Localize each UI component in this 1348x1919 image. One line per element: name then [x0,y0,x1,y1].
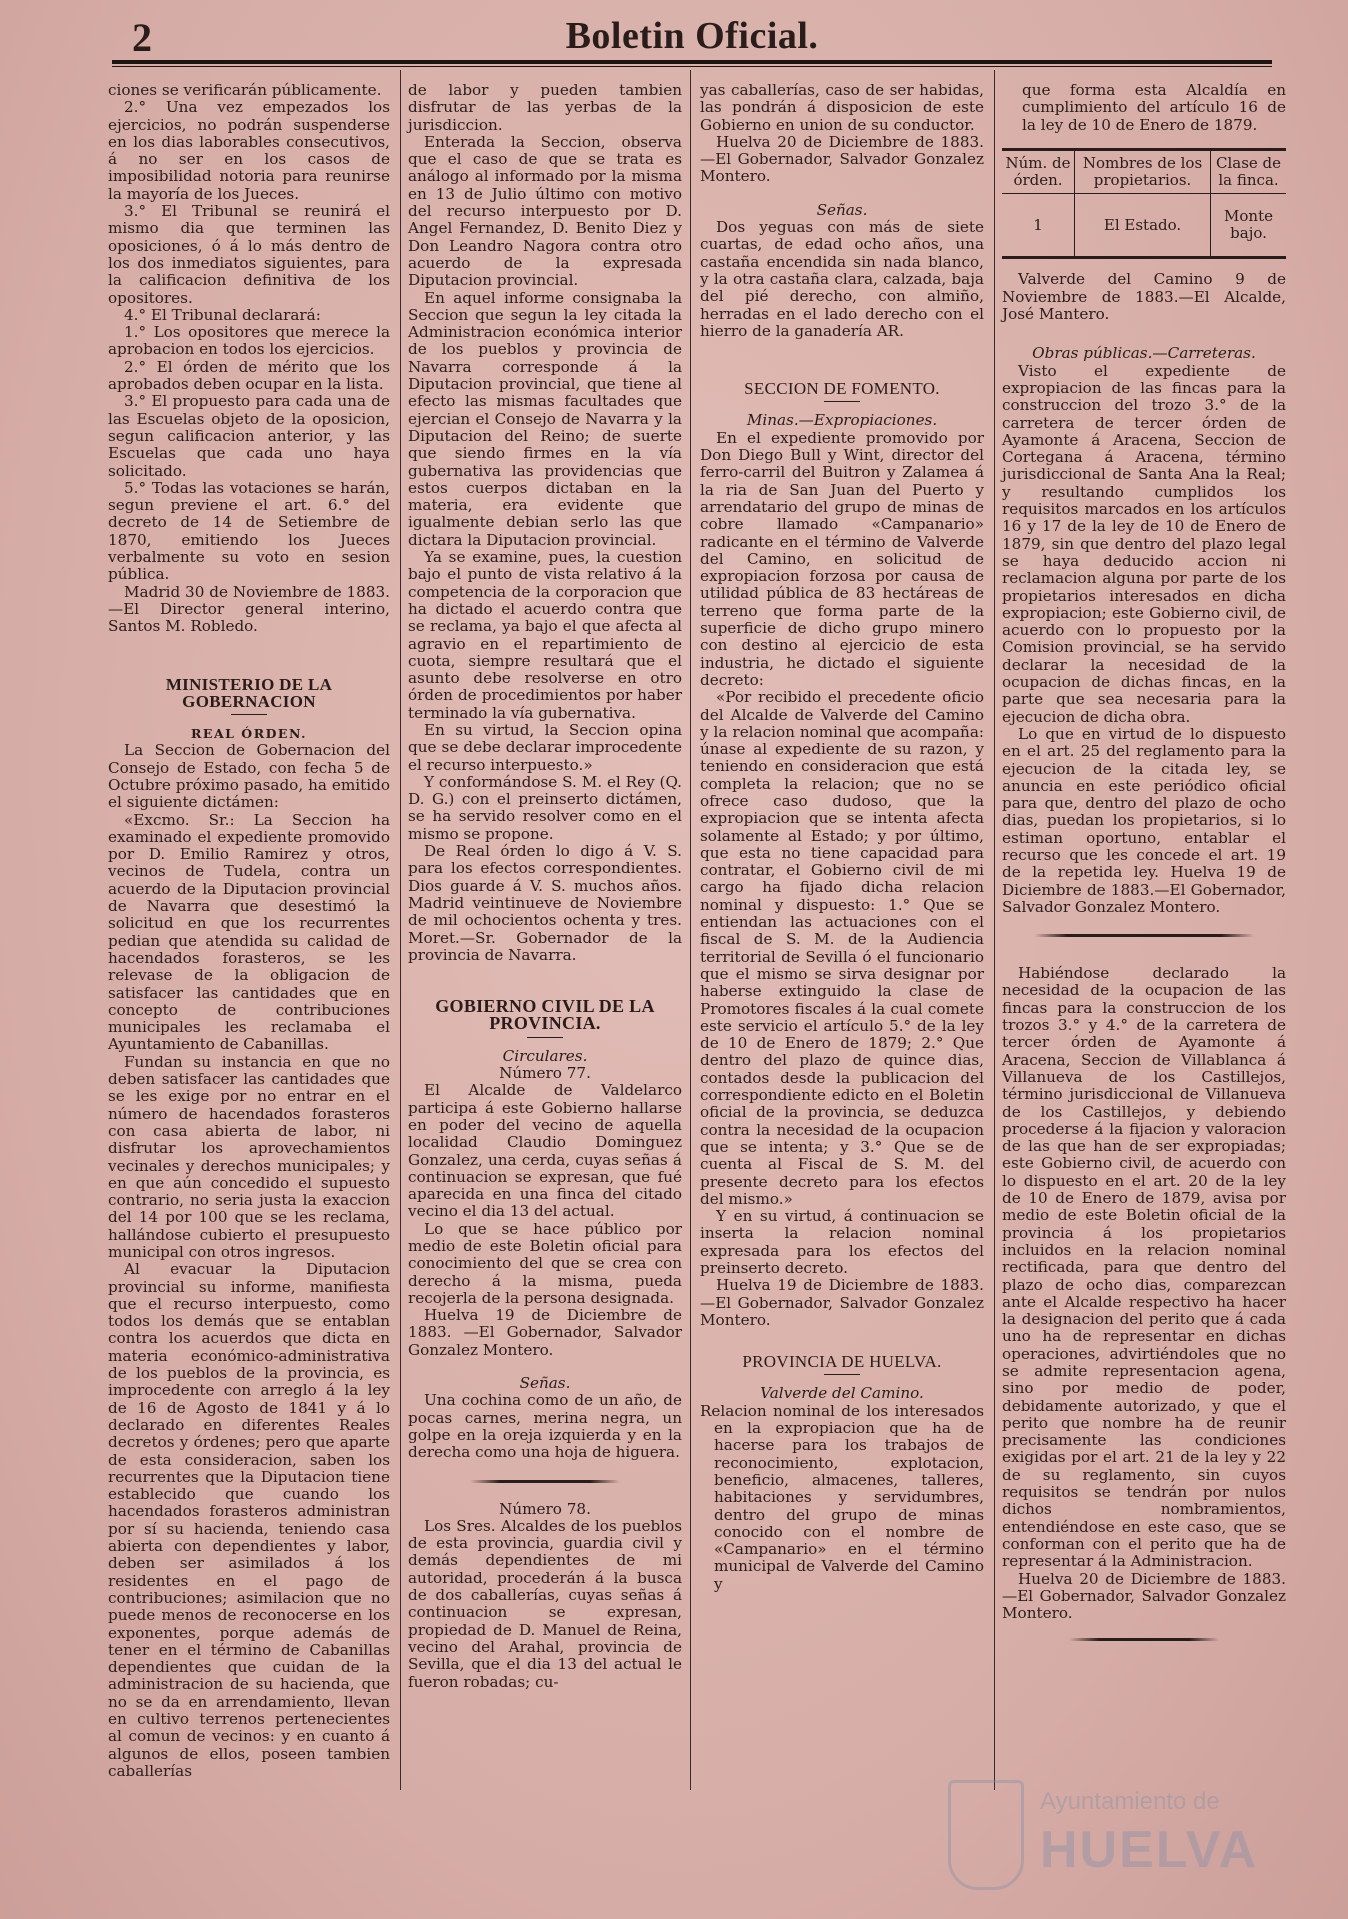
property-table [1002,148,1286,260]
paragraph: Habiéndose declarado la necesidad de la ocupacion de las fincas para la construccion de los trozos 3.° y 4.° de la carretera de tercer órden de Ayamonte á Aracena, Seccion de Villablanca á Villanueva de los Castillejos, término jurisdiccional de Villanueva de los Castillejos, y debiendo procederse á la fijacion y valoracion de las que han de ser expropiadas; este Gobierno civil, de acuerdo con lo dispuesto en el art. 20 de la ley de 10 de Enero de 1879, avisa por medio de este Boletin oficial de la provincia á los propietarios incluidos en la relacion nominal rectificada, para que dentro del plazo de ocho dias, comparezcan ante el Alcalde respectivo ha hacer la designacion del perito que á cada uno ha de representar en dichas operaciones, advirtiéndoles que no se admite representacion agena, sino por medio de poder, debidamente autorizado, y que el perito que nombre ha de reunir precisamente las condiciones exigidas por el art. 21 de la ley y 22 de su reglamento, sin cuyos requisitos se tendrán por nulos dichos nombramientos, entendiéndose en este caso, que se conforman con el perito que ha de representar á la Administracion. [1002,964,1286,1571]
watermark-line-1: Ayuntamiento de [1040,1788,1220,1815]
subsection-title: Señas. [816,200,868,219]
paragraph: 2.° El órden de mérito que los aprobados deben ocupar en la lista. [108,357,390,394]
column-divider [400,70,401,1790]
notice-number: Número 77. [499,1064,591,1083]
paragraph: Fundan su instancia en que no deben satisfacer las cantidades que se les exige por no entrar en el número de hacendados forasteros con casa abierta de labor, ni disfrutar los aprovechamientos vecinales y derechos municipales; y en que aún concedido el supuesto contrario, no seria justa la exaccion del 14 por 100 que se les reclama, hallándose cubierto el presupuesto municipal con otros ingresos. [108,1052,390,1261]
paragraph: de labor y pueden tambien disfrutar de las yerbas de la jurisdiccion. [408,81,682,134]
divider [470,1480,620,1483]
paragraph: Al evacuar la Diputacion provincial su informe, manifiesta que el recurso interpuesto, como todos los demás que se entablan contra los acuerdos que dicta en materia económico-administrativa de los pueblos de la provincia, es improcedente con arreglo á la ley de 16 de Agosto de 1841 y á lo declarado en diferentes Reales decretos y órdenes; pero que aparte de esta consideracion, saben los recurrentes que la Diputacion tiene establecido que cuando los hacendados forasteros administran por sí su hacienda, teniendo casa abierta con dependientes y labor, deben ser asimilados á los residentes en el pago de contribuciones; asimilacion que no puede menos de reconocerse en los exponentes, porque además de tener en el término de Cabanillas dependientes que cuidan de la administracion de su hacienda, que no se da en arrendamiento, llevan en cultivo terrenos pertenecientes al comun de vecinos: y en cuanto á algunos de ellos, poseen tambien caballerías [108,1260,390,1780]
paragraph: De Real órden lo digo á V. S. para los efectos correspondientes. Dios guarde á V. S. muchos años. Madrid veintinueve de Noviembre de mil ochocientos ochenta y tres. Moret.—Sr. Gobernador de la provincia de Navarra. [408,842,682,964]
notice-number: Número 78. [499,1499,591,1518]
divider [1069,1638,1219,1641]
section-title: PROVINCIA DE HUELVA. [742,1352,942,1372]
signature: Huelva 19 de Diciembre de 1883. —El Gobernador, Salvador Gonzalez Montero. [700,1276,984,1329]
paragraph: Los Sres. Alcaldes de los pueblos de esta provincia, guardia civil y demás dependientes de mi autoridad, procederán á la busca de dos caballerías, cuyas señas á continuacion se expresan, propiedad de D. Manuel de Reina, vecino del Arahal, provincia de Sevilla, que el dia 13 del actual le fueron robadas; cu- [408,1516,682,1691]
subsection-title: Circulares. [502,1046,588,1065]
subsection-title: REAL ÓRDEN. [191,726,307,742]
header-rule-thin [112,66,1272,67]
signature: Valverde del Camino 9 de Noviembre de 1883.—El Alcalde, José Mantero. [1002,270,1286,324]
paragraph: que forma esta Alcaldía en cumplimiento del artículo 16 de la ley de 10 de Enero de 1879. [1022,81,1286,134]
subsection-title: Señas. [519,1374,571,1393]
paragraph: Visto el expediente de expropiacion de las fincas para la construccion del trozo 3.° de la carretera de tercer órden de Ayamonte á Aracena, Seccion de Cortegana á Aracena, término jurisdiccional de Santa Ana la Real; y resultando cumplidos los requisitos marcados en los artículos 16 y 17 de la ley de 10 de Enero de 1879, sin que dentro del plazo legal se haya deducido accion ni reclamacion alguna por parte de los propietarios interesados en dicha expropiacion; este Gobierno civil, de acuerdo con lo propuesto por la Comision provincial, se ha servido declarar la necesidad de la ocupacion de dichas fincas, en la parte que sea necesaria para la ejecucion de dicha obra. [1002,361,1286,726]
paragraph: Relacion nominal de los interesados en la expropiacion que ha de hacerse para los trabajos de reconocimiento, explotacion, beneficio, almacenes, talleres, habitaciones y servidumbres, dentro del grupo de minas conocido con el nombre de «Campanario» en el término municipal de Valverde del Camino y [700,1401,984,1593]
paragraph: En aquel informe consignaba la Seccion que segun la ley citada la Administracion económica interior de los pueblos y provincia de Navarra corresponde á la Diputacion provincial, que tiene al efecto las mismas facultades que ejercian el Consejo de Navarra y la Diputacion del Reino; de suerte que siendo firmes en la vía gubernativa las providencias que estos cuerpos dictaban en la materia, era evidente que igualmente debian serlo las que dictara la Diputacion provincial. [408,288,682,549]
section-title: MINISTERIO DE LA GOBERNACION [165,674,333,711]
table-cell: El Estado. [1074,193,1210,258]
coat-of-arms-icon [948,1780,1024,1890]
table-header: Clase de la finca. [1211,149,1286,193]
divider [231,714,267,715]
signature: Huelva 19 de Diciembre de 1883. —El Gobernador, Salvador Gonzalez Montero. [408,1306,682,1359]
subsection-title: Valverde del Camino. [760,1384,924,1403]
column-2 [408,82,682,1691]
column-1 [108,82,390,1780]
paragraph: Dos yeguas con más de siete cuartas, de edad ocho años, una castaña encendida sin nada blanco, y la otra castaña clara, calzada, baja del pié derecho, con almiño, herradas en el lado derecho con el hierro de la ganadería AR. [700,218,984,340]
column-3 [700,82,984,1593]
paragraph: «Por recibido el precedente oficio del Alcalde de Valverde del Camino y la relacion nominal que acompaña: únase al expediente de su razon, y teniendo en consideracion que está completa la relacion; que no se ofrece caso dudoso, que la expropiacion que se intenta afecta solamente al Estado; y por último, que esta no tiene capacidad para contratar, el Gobierno civil de mi cargo ha fijado dicha relacion nominal y dispuesto: 1.° Que se entiendan las actuaciones con el fiscal de S. M. de la Audiencia territorial de Sevilla ó el funcionario que el mismo se sirva designar por haberse extinguido la clase de Promotores fiscales á la cual comete este servicio el artículo 5.° de la ley de 10 de Enero de 1879; 2.° Que dentro del plazo de quince dias, contados desde la publicacion del correspondiente edicto en el Boletin oficial de la provincia, se deduzca contra la necesidad de la ocupacion que se intenta; y 3.° Que se de cuenta al Fiscal de S. M. del presente decreto para los efectos del mismo.» [700,688,984,1208]
signature: Madrid 30 de Noviembre de 1883. —El Director general interino, Santos M. Robledo. [108,582,390,636]
table-header: Nombres de los propietarios. [1074,149,1210,193]
newspaper-title: Boletin Oficial. [565,15,819,57]
section-title: GOBIERNO CIVIL DE LA PROVINCIA. [435,996,655,1034]
paragraph: Lo que en virtud de lo dispuesto en el art. 25 del reglamento para la ejecucion de la citada ley, se anuncia en este periódico oficial para que, dentro del plazo de ocho dias, puedan los propietarios, si lo estiman oportuno, entablar el recurso que les concede el art. 19 de la repetida ley. Huelva 19 de Diciembre de 1883.—El Gobernador, Salvador Gonzalez Montero. [1002,724,1286,916]
paragraph: Y en su virtud, á continuacion se inserta la relacion nominal expresada para los efectos del preinserto decreto. [700,1207,984,1277]
column-4 [1002,82,1286,1659]
signature: Huelva 20 de Diciembre de 1883. —El Gobernador, Salvador Gonzalez Montero. [1002,1569,1286,1623]
column-divider [690,70,691,1790]
table-row [1002,193,1286,258]
paragraph: yas caballerías, caso de ser habidas, las pondrán á disposicion de este Gobierno en union de su conductor. [700,81,984,134]
paragraph: 2.° Una vez empezados los ejercicios, no podrán suspenderse en los dias laborables consecutivos, á no ser en los casos de imposibilidad notoria para reunirse la mayoría de los Jueces. [108,98,390,203]
table-cell: 1 [1002,193,1074,258]
watermark-line-2: HUELVA [1040,1821,1259,1879]
column-divider [994,70,995,1790]
paragraph: El Alcalde de Valdelarco participa á este Gobierno hallarse en poder del vecino de aquella localidad Claudio Dominguez Gonzalez, una cerda, cuyas señas á continuacion se expresan, que fué aparecida en una finca del citado vecino el dia 13 del actual. [408,1081,682,1221]
paragraph: ciones se verificarán públicamente. [108,81,382,99]
signature: Huelva 20 de Diciembre de 1883. —El Gobernador, Salvador Gonzalez Montero. [700,132,984,186]
paragraph: Una cochina como de un año, de pocas carnes, merina negra, un golpe en la oreja izquierda y en la derecha como una hoja de higuera. [408,1391,682,1462]
subsection-title: Obras públicas.—Carreteras. [1032,344,1256,363]
paragraph: Ya se examine, pues, la cuestion bajo el punto de vista relativo á la competencia de la corporacion que ha dictado el acuerdo contra que se reclama, ya bajo el que afecta al agravio en el repartimiento de cuota, siempre resultará que el asunto debe resolverse en otro órden de procedimientos por haber terminado la vía gubernativa. [408,548,682,722]
paragraph: Enterada la Seccion, observa que el caso de que se trata es análogo al informado por la misma en 13 de Julio último con motivo del recurso interpuesto por D. Angel Fernandez, D. Benito Diez y Don Leandro Nagora contra otro acuerdo de la expresada Diputacion provincial. [408,132,682,290]
section-title: SECCION DE FOMENTO. [744,379,940,399]
paragraph: En el expediente promovido por Don Diego Bull y Wint, director del ferro-carril del Buitron y Zalamea á la ria de San Juan del Puerto y arrendatario del grupo de minas de cobre llamado «Campanario» radicante en el término de Valverde del Camino, en solicitud de expropiacion forzosa por causa de utilidad pública de 83 hectáreas de terreno que forma parte de la superficie de dicho grupo minero con destino al ejercicio de esta industria, he dictado el siguiente decreto: [700,428,984,689]
paragraph: 4.° El Tribunal declarará: [124,305,321,324]
subsection-title: Minas.—Expropiaciones. [746,411,938,430]
table-header: Núm. de órden. [1002,149,1074,193]
paragraph: En su virtud, la Seccion opina que se debe declarar improcedente el recurso interpuesto.» [408,720,682,774]
paragraph: La Seccion de Gobernacion del Consejo de Estado, con fecha 5 de Octubre próximo pasado, ha emitido el siguiente dictámen: [108,741,390,812]
divider [824,401,860,402]
paragraph: Lo que se hace público por medio de este Boletin oficial para conocimiento del que se crea con derecho á la misma, pueda recojerla de la persona designada. [408,1219,682,1307]
paragraph: «Excmo. Sr.: La Seccion ha examinado el expediente promovido por D. Emilio Ramirez y otros, vecinos de Tudela, contra un acuerdo de la Diputacion provincial de Navarra que desestimó la solicitud en que los recurrentes pedian que atendida su calidad de hacendados forasteros, se les relevase de la obligacion de satisfacer las cantidades que en concepto de contribuciones municipales les reclamaba el Ayuntamiento de Cabanillas. [108,810,390,1054]
table-cell: Monte bajo. [1211,193,1286,258]
header-rule [112,60,1272,64]
paragraph: 3.° El Tribunal se reunirá el mismo dia que terminen las oposiciones, ó á lo más dentro de los dos inmediatos siguientes, para la calificacion definitiva de los opositores. [108,202,390,307]
page-header [112,8,1272,58]
paragraph: 5.° Todas las votaciones se harán, segun previene el art. 6.° del decreto de 14 de Setiembre de 1870, emitiendo los Jueces verbalmente su voto en sesion pública. [108,478,390,584]
page-number: 2 [132,15,152,60]
watermark-logo [948,1780,1268,1890]
paragraph: 3.° El propuesto para cada una de las Escuelas objeto de la oposicion, segun calificacion anterior, y las Escuelas que cada uno haya solicitado. [108,392,390,480]
paragraph: Y conformándose S. M. el Rey (Q. D. G.) con el preinserto dictámen, se ha servido resolver como en el mismo se propone. [408,772,682,843]
paragraph: 1.° Los opositores que merece la aprobacion en todos los ejercicios. [108,323,390,359]
divider [527,1037,563,1038]
divider [1034,934,1254,937]
divider [824,1374,860,1375]
